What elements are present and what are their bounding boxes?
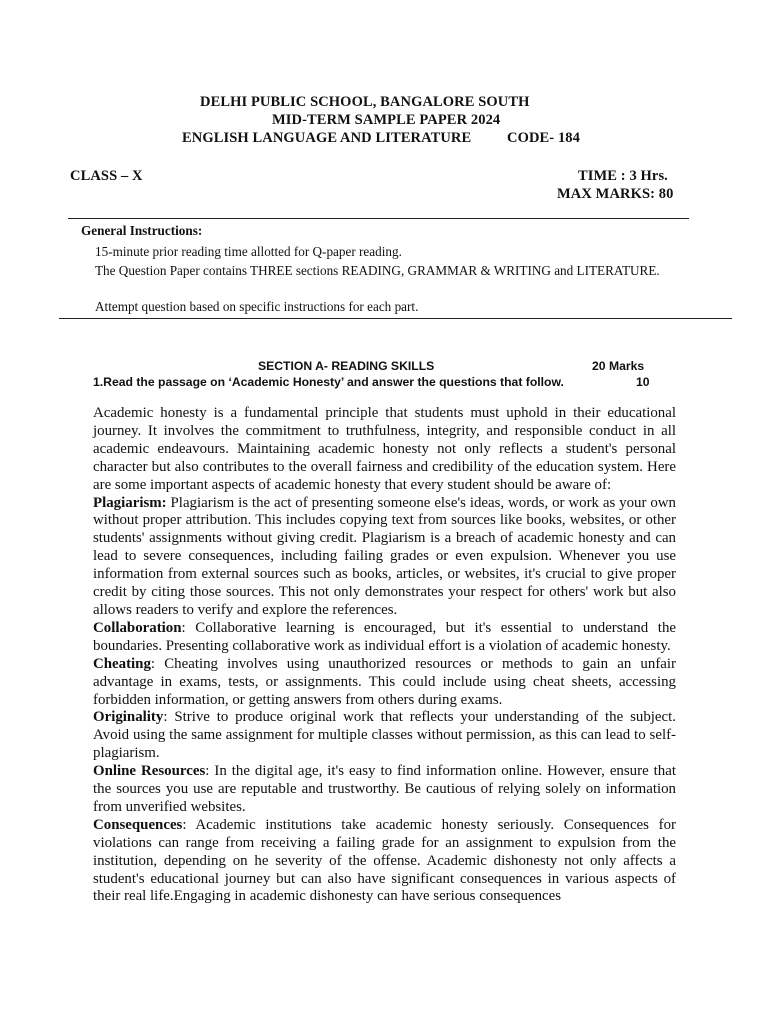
passage-point-collaboration: [93, 620, 676, 656]
paper-title: MID-TERM SAMPLE PAPER 2024: [272, 112, 501, 128]
subject-title: ENGLISH LANGUAGE AND LITERATURE: [182, 130, 472, 146]
passage-point-cheating: [93, 656, 676, 710]
passage-intro: Academic honesty is a fundamental principle that students must uphold in their educational journey. It involves the commitment to truthfulness, integrity, and responsible conduct in all academic endeavours. Maintaining academic honesty not only reflects a student's personal character but also contributes to the overall fairness and credibility of the education system. Here are some important aspects of academic honesty that every student should be aware of:: [93, 405, 676, 493]
question-prompt: 1.Read the passage on ‘Academic Honesty’ and answer the questions that follow.: [93, 375, 564, 389]
instructions-divider: [59, 318, 732, 319]
header-divider: [68, 218, 689, 219]
reading-passage: [93, 405, 676, 906]
point-text: Plagiarism is the act of presenting someone else's ideas, words, or work as your own without proper attribution. This includes copying text from sources like books, websites, or other students' assignments without giving credit. Plagiarism is a breach of academic honesty and can lead to severe consequences, including failing grades or even expulsion. Whenever you use information from external sources such as books, articles, or websites, it's crucial to give proper credit by citing those sources. This not only demonstrates your respect for others' work but also allows readers to verify and explore the references.: [93, 494, 676, 618]
passage-point-online-resources: [93, 763, 676, 817]
passage-point-consequences: [93, 817, 676, 907]
section-title: SECTION A- READING SKILLS: [258, 359, 435, 373]
point-term: Consequences: [93, 816, 183, 833]
point-term: Cheating: [93, 655, 151, 672]
point-text: : Strive to produce original work that reflects your understanding of the subject. Avoid using the same assignment for multiple classes without permission, as this can lead to self-plagiarism.: [93, 709, 676, 762]
point-text: : Collaborative learning is encouraged, but it's essential to understand the boundaries. Presenting collaborative work as individual effort is a violation of academic honesty.: [93, 619, 676, 654]
section-marks: 20 Marks: [592, 359, 645, 373]
instruction-item: 15-minute prior reading time allotted for Q-paper reading.: [95, 244, 402, 259]
point-text: : Academic institutions take academic honesty seriously. Consequences for violations can range from receiving a failing grade for an assignment to expulsion from the institution, depending on he severity of the offense. Academic dishonesty not only affects a student's educational journey but can also have significant consequences in various aspects of their real life.Engaging in academic dishonesty can have serious consequences: [93, 816, 676, 905]
point-term: Collaboration: [93, 619, 182, 636]
passage-point-originality: [93, 709, 676, 763]
subject-code: CODE- 184: [507, 130, 580, 146]
school-name: DELHI PUBLIC SCHOOL, BANGALORE SOUTH: [200, 94, 530, 110]
point-term: Online Resources: [93, 763, 206, 780]
time-label: TIME : 3 Hrs.: [578, 168, 668, 184]
question-marks: 10: [636, 375, 650, 389]
point-text: : Cheating involves using unauthorized resources or methods to gain an unfair advantage in exams, tests, or assignments. This could include using cheat sheets, accessing forbidden information, or getting answers from others during exams.: [93, 655, 676, 708]
point-term: Plagiarism:: [93, 494, 167, 511]
max-marks-label: MAX MARKS: 80: [557, 186, 674, 202]
point-text: : In the digital age, it's easy to find information online. However, ensure that the sources you use are reputable and trustworthy. Be cautious of relying solely on information from unverified websites.: [93, 763, 676, 815]
passage-point-plagiarism: [93, 495, 676, 620]
class-label: CLASS – X: [70, 168, 143, 184]
instruction-item: Attempt question based on specific instructions for each part.: [95, 299, 419, 314]
point-term: Originality: [93, 709, 164, 726]
instruction-item: The Question Paper contains THREE sections READING, GRAMMAR & WRITING and LITERATURE.: [95, 263, 660, 278]
instructions-title: General Instructions:: [81, 223, 203, 238]
